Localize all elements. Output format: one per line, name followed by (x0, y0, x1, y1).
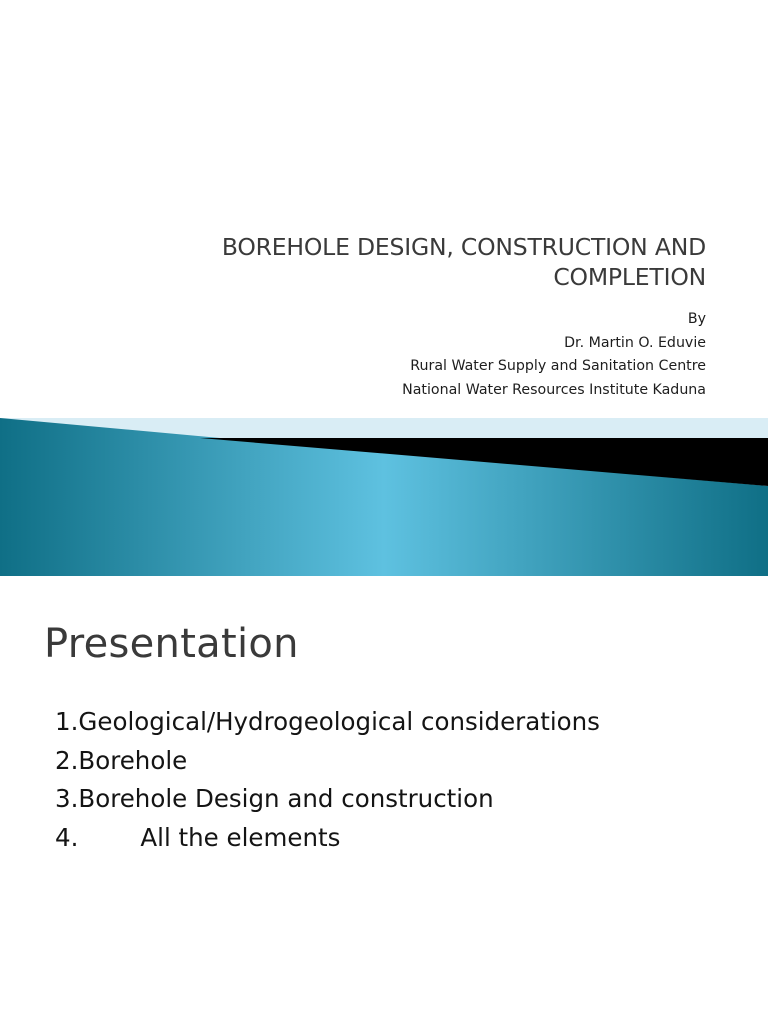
list-item: 3.Borehole Design and construction (55, 784, 494, 813)
author-by: By (687, 311, 706, 327)
title-line-2: COMPLETION (553, 263, 706, 291)
topic-list (55, 703, 600, 857)
decorative-banner (0, 408, 768, 576)
author-affiliation: Rural Water Supply and Sanitation Centre (410, 358, 706, 374)
author-institute: National Water Resources Institute Kaduna (402, 381, 706, 398)
author-block (106, 308, 706, 402)
slide2-heading: Presentation (44, 621, 299, 667)
list-item: 4. All the elements (55, 822, 341, 852)
author-name: Dr. Martin O. Eduvie (564, 334, 706, 351)
title-line-1: BOREHOLE DESIGN, CONSTRUCTION AND (221, 233, 706, 261)
slide-presentation (0, 576, 768, 1024)
slide-title-heading (106, 232, 706, 292)
list-item: 1.Geological/Hydrogeological considerations (55, 707, 600, 736)
list-item: 2.Borehole (55, 745, 188, 775)
